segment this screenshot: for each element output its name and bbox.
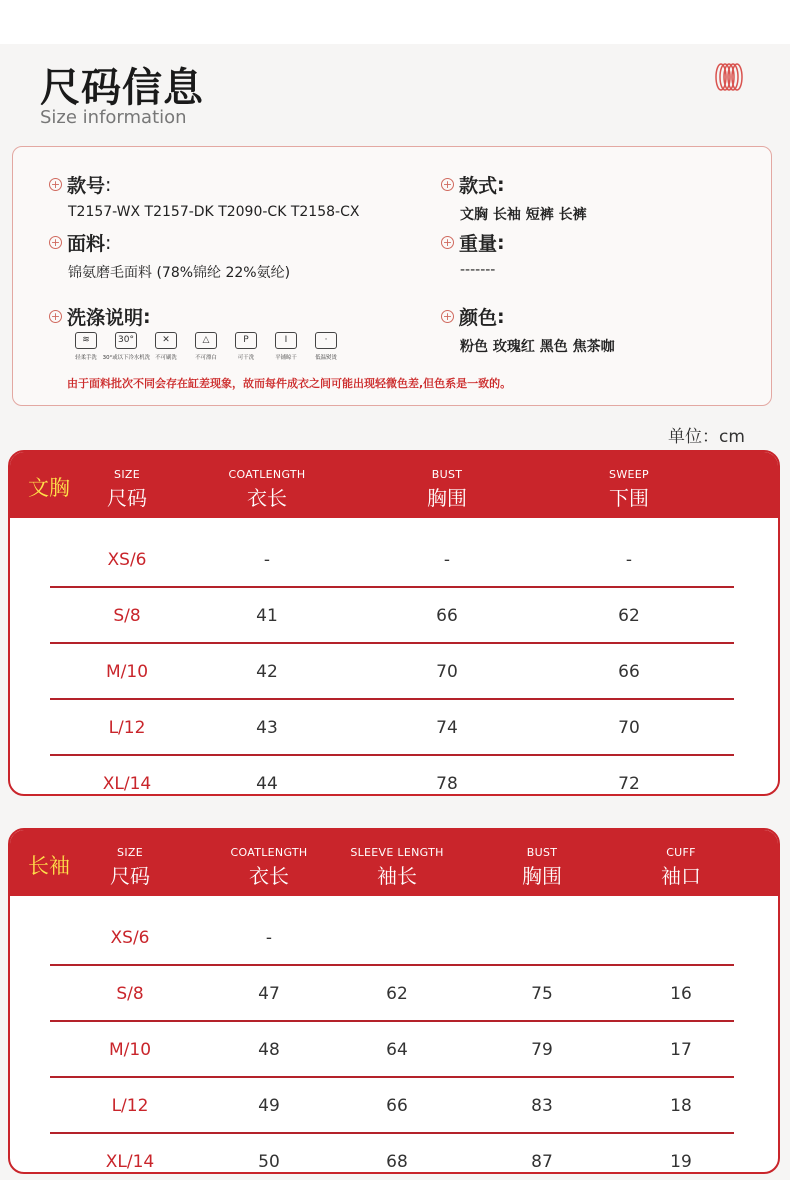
wash-symbol (228, 332, 264, 361)
plus-circle-icon: + (442, 178, 453, 191)
size-cell: L/12 (111, 1096, 149, 1116)
size-cell: XS/6 (110, 928, 150, 948)
column-header (107, 468, 147, 511)
column-header-en: COATLENGTH (230, 846, 308, 859)
table-header (10, 830, 778, 896)
table-cell: 49 (258, 1096, 280, 1116)
table-cell: 19 (670, 1152, 692, 1172)
column-header-zh: 下围 (609, 486, 649, 510)
page-subtitle: Size information (40, 107, 187, 128)
table-cell: 18 (670, 1096, 692, 1116)
color-difference-note: 由于面料批次不同会存在缸差现象，故而每件成衣之间可能出现轻微色差,但色系是一致的。 (67, 377, 512, 390)
column-header-zh: 尺码 (107, 486, 147, 510)
color-value: 粉色 玫瑰红 黑色 焦茶咖 (460, 339, 615, 355)
table-cell: 50 (258, 1152, 280, 1172)
table-row (50, 910, 734, 966)
weight-value: ------- (460, 262, 496, 278)
column-header-zh: 胸围 (522, 864, 562, 888)
column-header-en: CUFF (666, 846, 696, 859)
plus-circle-icon: + (50, 236, 61, 249)
plus-circle-icon: + (50, 310, 61, 323)
column-header-zh: 袖口 (661, 864, 701, 888)
table-row (50, 1022, 734, 1078)
table-cell: 74 (436, 718, 458, 738)
wash-symbol (308, 332, 344, 361)
column-header-en: SWEEP (609, 468, 649, 481)
wash-symbol (102, 332, 150, 361)
size-cell: XL/14 (102, 774, 152, 794)
table-row (50, 532, 734, 588)
label-separator: : (497, 173, 505, 196)
column-header (522, 846, 562, 889)
table-cell: 64 (386, 1040, 408, 1060)
table-cell: 66 (436, 606, 458, 626)
size-cell: M/10 (105, 662, 149, 682)
table-row (50, 756, 734, 796)
table-cell: - (265, 928, 273, 948)
column-header (229, 468, 306, 511)
table-cell: 41 (256, 606, 278, 626)
machine-wash-30-icon: 30° (115, 332, 137, 349)
fabric-block (49, 229, 290, 282)
table-cell: 44 (256, 774, 278, 794)
column-header-en: BUST (526, 846, 558, 859)
plus-circle-icon: + (442, 310, 453, 323)
bra-size-table (8, 450, 780, 796)
label-separator: : (143, 305, 151, 328)
size-cell: XL/14 (105, 1152, 155, 1172)
hand-wash-icon: ≋ (75, 332, 97, 349)
style-label: 款式 (459, 175, 498, 197)
wash-instructions-block (49, 303, 151, 330)
wash-symbol-caption: 不可刷洗 (155, 354, 177, 361)
fabric-label: 面料 (67, 233, 106, 255)
color-block (441, 303, 615, 356)
wash-symbol-caption: 低温熨烫 (315, 354, 337, 361)
size-cell: XS/6 (107, 550, 147, 570)
table-cell: 68 (386, 1152, 408, 1172)
table-category: 文胸 (28, 476, 70, 500)
label-separator: : (105, 231, 112, 254)
product-info-box (12, 146, 772, 406)
flat-dry-icon: I (275, 332, 297, 349)
table-cell: 43 (256, 718, 278, 738)
size-cell: S/8 (113, 606, 141, 626)
column-header-zh: 衣长 (247, 486, 287, 510)
table-cell: 62 (386, 984, 408, 1004)
style-number-label: 款号 (67, 175, 106, 197)
style-block (441, 171, 587, 224)
column-header-zh: 尺码 (110, 864, 150, 888)
table-cell: - (263, 550, 271, 570)
column-header (231, 846, 308, 889)
wash-symbol (268, 332, 304, 361)
table-cell: 70 (436, 662, 458, 682)
column-header-en: SIZE (114, 468, 140, 481)
dry-clean-p-icon: P (235, 332, 257, 349)
table-cell: 87 (531, 1152, 553, 1172)
column-header-zh: 衣长 (249, 864, 289, 888)
size-cell: L/12 (108, 718, 146, 738)
column-header-en: COATLENGTH (228, 468, 306, 481)
table-row (50, 1134, 734, 1174)
table-cell: 48 (258, 1040, 280, 1060)
unit-label: 单位：cm (668, 427, 745, 447)
wash-symbol (188, 332, 224, 361)
style-value: 文胸 长袖 短裤 长裤 (460, 207, 587, 223)
column-header-en: BUST (431, 468, 463, 481)
column-header (110, 846, 150, 889)
table-cell: 70 (618, 718, 640, 738)
label-separator: : (105, 173, 112, 196)
wash-symbol (68, 332, 104, 361)
top-band (0, 0, 790, 44)
table-cell: 47 (258, 984, 280, 1004)
column-header-zh: 袖长 (377, 864, 417, 888)
wash-label: 洗涤说明 (67, 307, 144, 329)
table-cell: 66 (618, 662, 640, 682)
table-cell: 78 (436, 774, 458, 794)
no-tumble-dry-icon: ✕ (155, 332, 177, 349)
wash-symbol-caption: 30°或以下冷水机洗 (102, 354, 150, 361)
table-cell: 83 (531, 1096, 553, 1116)
weight-label: 重量 (459, 233, 498, 255)
table-row (50, 1078, 734, 1134)
weight-block (441, 229, 505, 278)
no-bleach-icon: △ (195, 332, 217, 349)
table-cell: 72 (618, 774, 640, 794)
table-cell: 75 (531, 984, 553, 1004)
table-row (50, 644, 734, 700)
label-separator: : (497, 231, 505, 254)
table-row (50, 966, 734, 1022)
table-cell: 42 (256, 662, 278, 682)
table-cell: 17 (670, 1040, 692, 1060)
wash-symbols (68, 332, 344, 361)
column-header-en: SIZE (117, 846, 143, 859)
table-cell: - (625, 550, 633, 570)
table-cell: 16 (670, 984, 692, 1004)
column-header (350, 846, 443, 889)
table-category: 长袖 (28, 854, 70, 878)
plus-circle-icon: + (50, 178, 61, 191)
label-separator: : (497, 305, 505, 328)
long-sleeve-size-table (8, 828, 780, 1174)
size-cell: M/10 (108, 1040, 152, 1060)
column-header-zh: 胸围 (427, 486, 467, 510)
size-cell: S/8 (116, 984, 144, 1004)
wash-symbol-caption: 轻柔手洗 (75, 354, 97, 361)
column-header (427, 468, 467, 511)
table-cell: - (443, 550, 451, 570)
fabric-value: 锦氨磨毛面料 (78%锦纶 22%氨纶) (68, 265, 291, 281)
wash-symbol (148, 332, 184, 361)
low-iron-icon: · (315, 332, 337, 349)
table-cell: 79 (531, 1040, 553, 1060)
style-number-value: T2157-WX T2157-DK T2090-CK T2158-CX (68, 204, 360, 220)
table-header (10, 452, 778, 518)
column-header-en: SLEEVE LENGTH (350, 846, 444, 859)
plus-circle-icon: + (442, 236, 453, 249)
style-number-block (49, 171, 359, 220)
table-row (50, 700, 734, 756)
page-title: 尺码信息 (40, 65, 204, 111)
wash-symbol-caption: 可干洗 (237, 354, 255, 361)
table-cell: 62 (618, 606, 640, 626)
table-cell: 66 (386, 1096, 408, 1116)
wash-symbol-caption: 平铺晾干 (275, 354, 297, 361)
wash-symbol-caption: 不可漂白 (195, 354, 217, 361)
column-header (661, 846, 701, 889)
rings-logo-icon (712, 61, 746, 93)
table-row (50, 588, 734, 644)
color-label: 颜色 (459, 307, 498, 329)
column-header (609, 468, 649, 511)
